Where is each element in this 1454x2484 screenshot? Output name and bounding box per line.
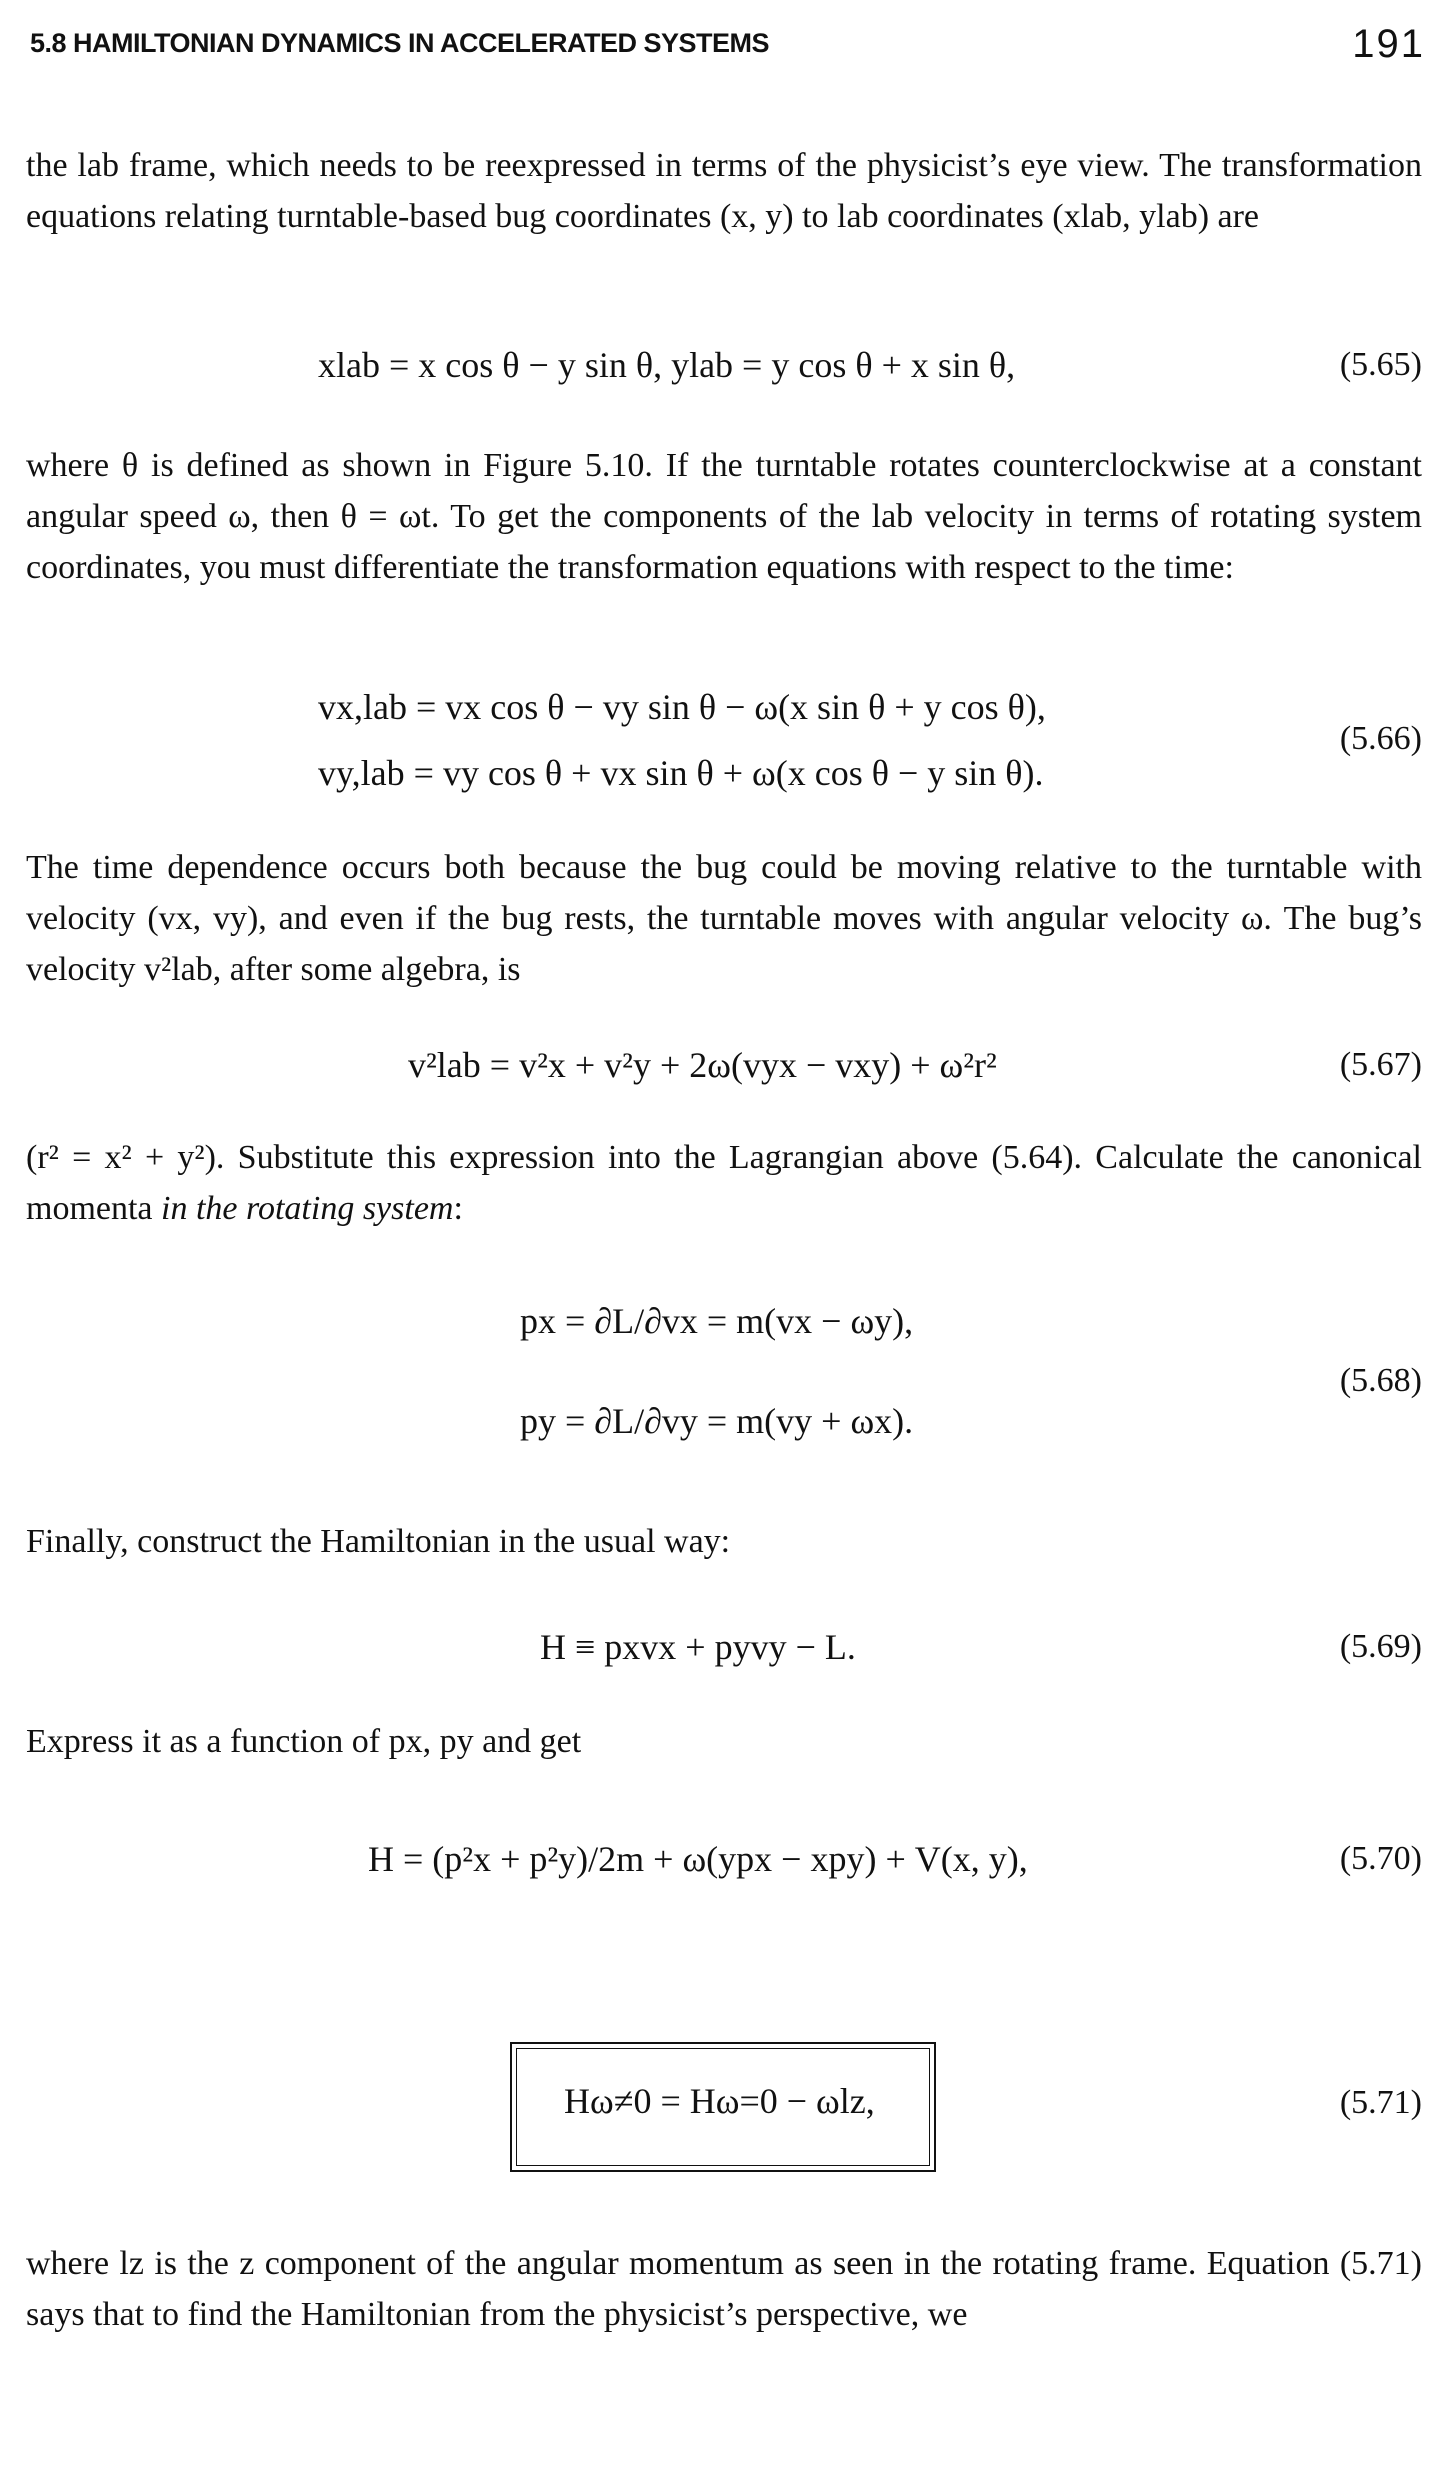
equation-5-65: xlab = x cos θ − y sin θ, ylab = y cos θ + x sin θ, — [318, 345, 1016, 385]
equation-number-5-69: (5.69) — [1339, 1628, 1422, 1665]
running-header — [30, 22, 1425, 72]
equation-5-68-line-2: py = ∂L/∂vy = m(vy + ωx). — [520, 1401, 914, 1441]
boxed-equation-frame — [510, 2042, 936, 2172]
equation-5-67: v²lab = v²x + v²y + 2ω(vyx − vxy) + ω²r² — [408, 1045, 997, 1085]
paragraph-5: Finally, construct the Hamiltonian in the usual way: — [26, 1523, 731, 1560]
paragraph-2: where θ is defined as shown in Figure 5.10. If the turntable rotates counterclockwise at a constant angular speed ω, then θ = ωt. To get the components of the lab velocity in terms of rotating system coordinates, you must differentiate the transformation equations with respect to the time: — [26, 447, 1422, 586]
equation-number-5-65: (5.65) — [1339, 346, 1422, 383]
equation-number-5-70: (5.70) — [1339, 1840, 1422, 1877]
equation-5-70: H = (p²x + p²y)/2m + ω(ypx − xpy) + V(x, y), — [368, 1839, 1028, 1879]
paragraph-4-text: (r² = x² + y²). Substitute this expression into the Lagrangian above (5.64). Calculate the canonical momenta — [26, 1139, 1422, 1227]
equation-number-5-67: (5.67) — [1339, 1046, 1422, 1083]
paragraph-3: The time dependence occurs both because the bug could be moving relative to the turntable with velocity (vx, vy), and even if the bug rests, the turntable moves with angular velocity ω. The bug’s velocity v²lab, after some algebra, is — [26, 849, 1422, 988]
paragraph-4-end: : — [453, 1190, 463, 1227]
equation-5-69: H ≡ pxvx + pyvy − L. — [540, 1627, 856, 1667]
equation-5-66-line-1: vx,lab = vx cos θ − vy sin θ − ω(x sin θ + y cos θ), — [318, 687, 1046, 727]
paragraph-4 — [26, 1132, 1422, 1234]
equation-5-68-line-1: px = ∂L/∂vx = m(vx − ωy), — [520, 1301, 914, 1341]
paragraph-1: the lab frame, which needs to be reexpressed in terms of the physicist’s eye view. The transformation equations relating turntable-based bug coordinates (x, y) to lab coordinates (xlab, ylab) are — [26, 147, 1422, 235]
paragraph-6: Express it as a function of px, py and get — [26, 1723, 582, 1760]
paragraph-7: where lz is the z component of the angular momentum as seen in the rotating frame. Equation (5.71) says that to find the Hamiltonian from the physicist’s perspective, we — [26, 2245, 1422, 2333]
equation-5-66-line-2: vy,lab = vy cos θ + vx sin θ + ω(x cos θ − y sin θ). — [318, 753, 1044, 793]
equation-number-5-71: (5.71) — [1339, 2084, 1422, 2121]
equation-number-5-68: (5.68) — [1339, 1362, 1422, 1399]
section-title: 5.8 HAMILTONIAN DYNAMICS IN ACCELERATED SYSTEMS — [30, 28, 770, 58]
page-number: 191 — [1352, 22, 1425, 66]
paragraph-4-emphasis: in the rotating system — [161, 1190, 454, 1227]
equation-number-5-66: (5.66) — [1339, 720, 1422, 757]
equation-5-71: Hω≠0 = Hω=0 − ωlz, — [564, 2081, 875, 2121]
